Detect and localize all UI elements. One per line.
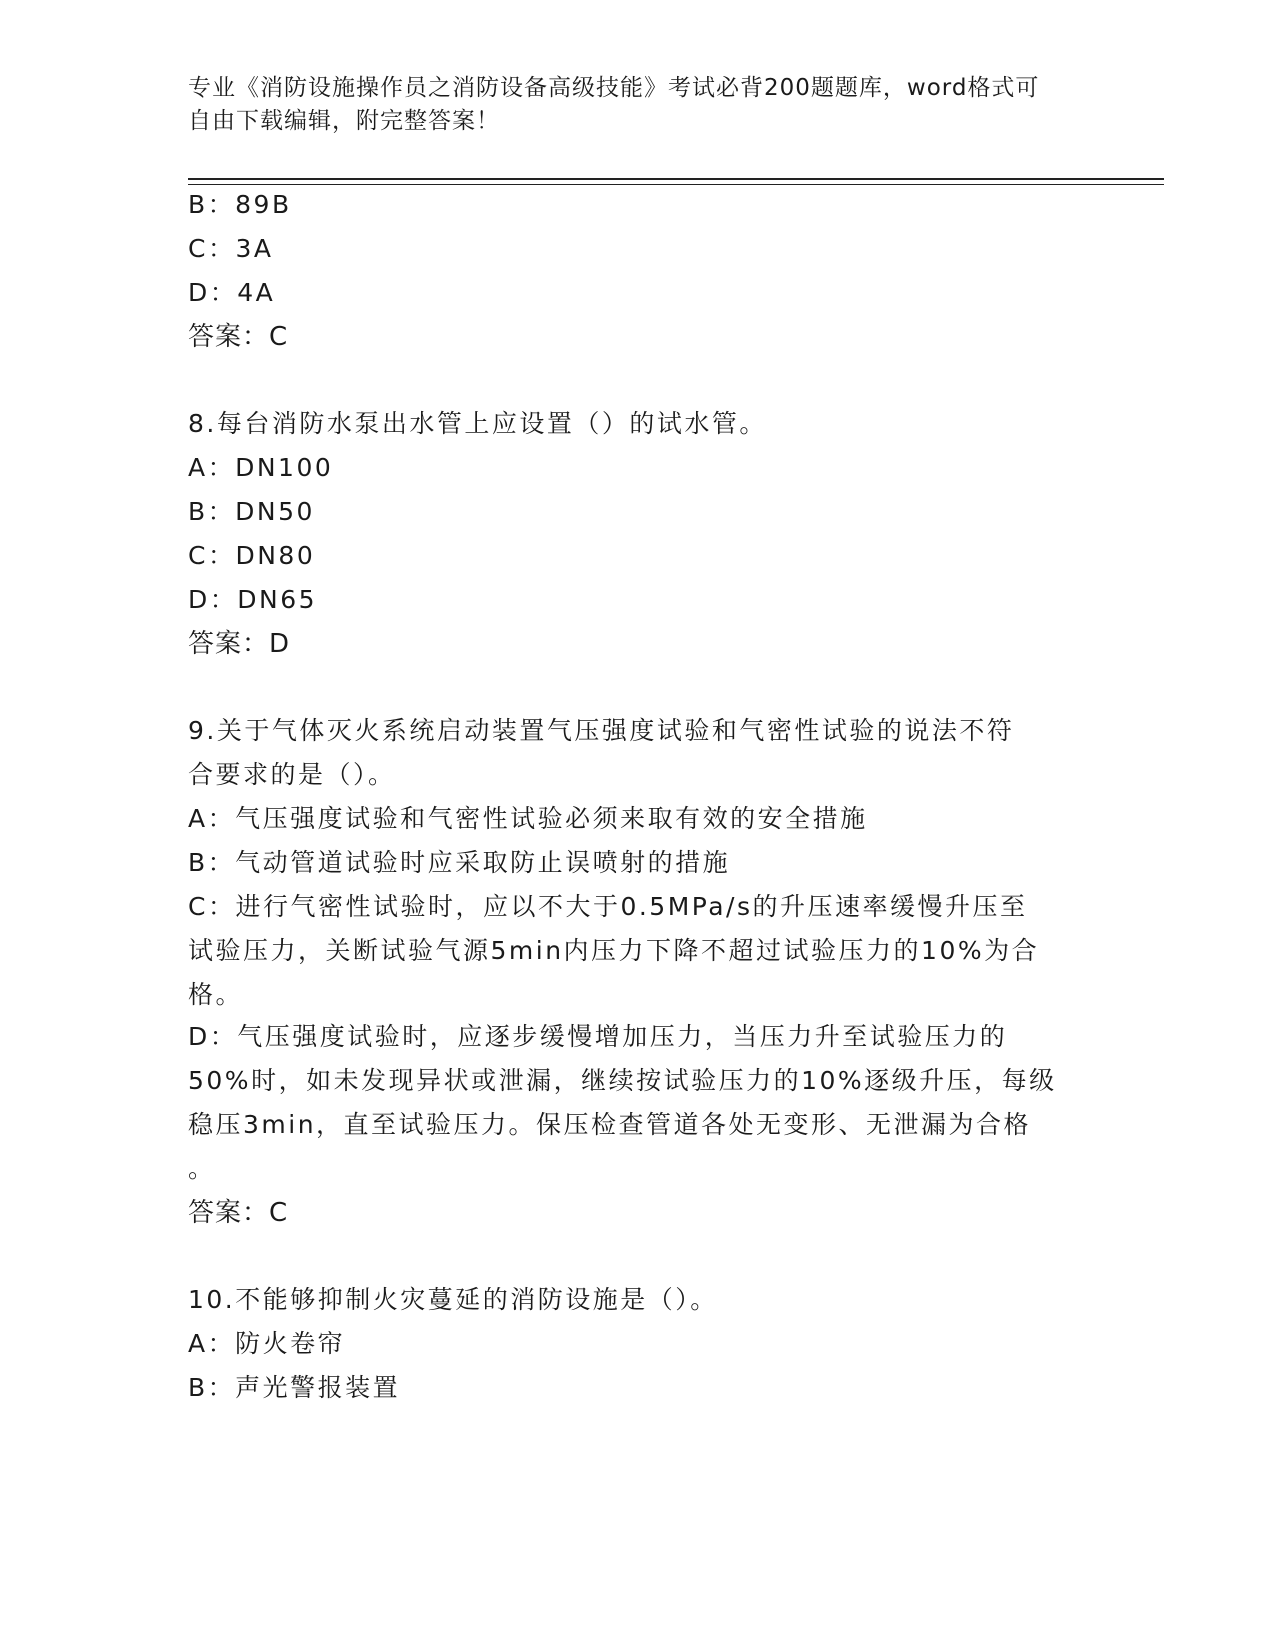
q9-option-b: B：气动管道试验时应采取防止误喷射的措施	[188, 848, 731, 877]
header-line-2: 自由下载编辑，附完整答案！	[188, 108, 500, 134]
q7-option-b: B：89B	[188, 190, 292, 219]
q10-option-b: B：声光警报装置	[188, 1373, 401, 1402]
q9-option-c-line-1: C：进行气密性试验时，应以不大于0.5MPa/s的升压速率缓慢升压至	[188, 892, 1028, 921]
q7-option-c: C：3A	[188, 234, 274, 263]
q9-option-d-line-1: D：气压强度试验时，应逐步缓慢增加压力，当压力升至试验压力的	[188, 1022, 1008, 1051]
q9-option-d-line-3: 稳压3min，直至试验压力。保压检查管道各处无变形、无泄漏为合格	[188, 1110, 1032, 1139]
q8-answer: 答案：D	[188, 629, 291, 659]
q8-option-c: C：DN80	[188, 541, 316, 570]
document-header	[188, 72, 1068, 138]
q7-option-d: D：4A	[188, 278, 276, 307]
q9-stem-line-2: 合要求的是（）。	[188, 760, 396, 789]
q10-option-a: A：防火卷帘	[188, 1329, 346, 1358]
q8-option-b: B：DN50	[188, 497, 315, 526]
q9-option-a: A：气压强度试验和气密性试验必须来取有效的安全措施	[188, 804, 868, 833]
header-line-1: 专业《消防设施操作员之消防设备高级技能》考试必背200题题库，word格式可	[188, 75, 1040, 101]
q9-option-d-line-4: 。	[188, 1154, 216, 1183]
q9-option-d-line-2: 50%时，如未发现异状或泄漏，继续按试验压力的10%逐级升压，每级	[188, 1066, 1057, 1095]
q9-answer: 答案：C	[188, 1198, 289, 1228]
q8-option-a: A：DN100	[188, 453, 334, 482]
header-divider-thick	[188, 178, 1164, 180]
q9-stem-line-1: 9.关于气体灭火系统启动装置气压强度试验和气密性试验的说法不符	[188, 716, 1015, 745]
q9-option-c-line-3: 格。	[188, 980, 244, 1009]
q7-answer: 答案：C	[188, 322, 289, 352]
q10-stem: 10.不能够抑制火灾蔓延的消防设施是（）。	[188, 1285, 718, 1314]
q8-option-d: D：DN65	[188, 585, 318, 614]
q9-option-c-line-2: 试验压力，关断试验气源5min内压力下降不超过试验压力的10%为合	[188, 936, 1040, 965]
q8-stem: 8.每台消防水泵出水管上应设置（）的试水管。	[188, 409, 767, 438]
